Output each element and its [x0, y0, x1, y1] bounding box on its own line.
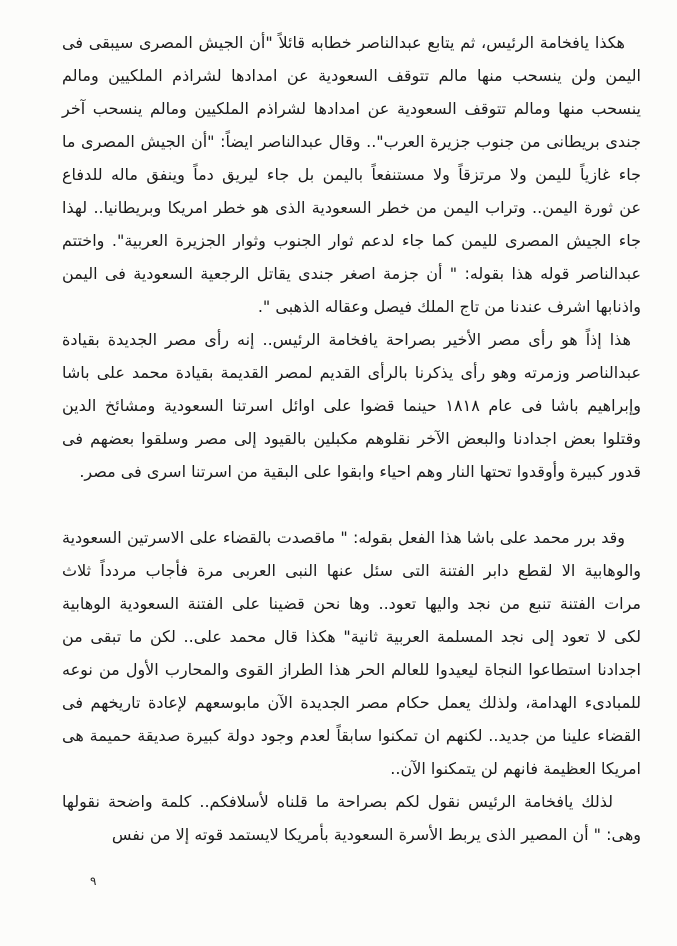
text-line: عبدالناصر قوله هذا بقوله: " أن جزمة اصغر جندى يقاتل الرجعية السعودية فى اليمن	[62, 264, 641, 283]
text-line: جندى بريطانى من جنوب جزيرة العرب".. وقال عبدالناصر ايضاً: "أن الجيش المصرى ما	[62, 132, 641, 151]
text-line: عبدالناصر وزمرته وهو رأى يذكرنا بالرأى القديم لمصر القديمة بقيادة محمد على باشا	[62, 363, 641, 382]
paragraph-commentary	[62, 323, 641, 488]
paragraph-muhammad-ali-quote	[62, 521, 641, 785]
text-line: القضاء علينا من جديد.. لكنهم ان تمكنوا سابقاً لعدم وجود دولة كبيرة صديقة حميمة هى	[62, 726, 641, 745]
paragraph-closing-word	[62, 785, 641, 851]
text-line: وقد برر محمد على باشا هذا الفعل بقوله: " ماقصدت بالقضاء على الاسرتين السعودية	[62, 528, 625, 547]
text-line: جاء الجيش المصرى لليمن كما جاء لدعم ثوار الجنوب وثوار الجزيرة العربية". واختتم	[62, 231, 641, 250]
text-line: هكذا يافخامة الرئيس، ثم يتابع عبدالناصر خطابه قائلاً "أن الجيش المصرى سيبقى فى	[62, 33, 625, 52]
text-line: لكى لا تعود إلى نجد المسلمة العربية ثانية" هكذا قال محمد على.. لكن ما تبقى من	[62, 627, 641, 646]
page-number: ٩	[90, 874, 97, 888]
text-line: لذلك يافخامة الرئيس نقول لكم بصراحة ما قلناه لأسلافكم.. كلمة واضحة نقولها	[62, 792, 613, 811]
text-line: وإبراهيم باشا فى عام ١٨١٨ حينما قضوا على اوائل اسرتنا السعودية ومشائخ الدين	[62, 396, 642, 415]
text-line: وهى: " أن المصير الذى يربط الأسرة السعودية بأمريكا لايستمد قوته إلا من نفس	[111, 825, 641, 844]
text-line: والوهابية الا لقطع دابر الفتنة التى سئل عنها النبى العربى مرة فأجاب مردداً ثلاث	[62, 561, 641, 580]
paragraph-speech-quote	[62, 26, 641, 323]
text-line: اجدادنا استطاعوا النجاة ليعيدوا للعالم الحر هذا الطراز القوى والمحارب الأول من نوعه	[62, 660, 641, 679]
text-line: مرات الفتنة تنبع من نجد واليها تعود.. وها نحن قضينا على الفتنة السعودية الوهابية	[62, 594, 641, 613]
text-line: عن ثورة اليمن.. وتراب اليمن من خطر السعودية الذى هو خطر امريكا وبريطانيا.. لهذا	[62, 198, 641, 217]
text-line: امريكا العظيمة فانهم لن يتمكنوا الآن..	[390, 759, 641, 778]
text-line: وقتلوا بعض اجدادنا والبعض الآخر نقلوهم مكبلين بالقيود إلى مصر وسلقوا بعضهم فى	[62, 429, 641, 448]
text-line: هذا إذاً هو رأى مصر الأخير بصراحة يافخامة الرئيس.. إنه رأى مصر الجديدة بقيادة	[62, 330, 631, 349]
text-line: واذنابها اشرف عندنا من تاج الملك فيصل وعقاله الذهبى ".	[257, 297, 641, 316]
text-line: للمبادىء الهدامة، ولذلك يعمل حكام مصر الجديدة الآن مابوسعهم لإعادة تاريخهم فى	[62, 693, 641, 712]
text-block	[62, 26, 641, 851]
text-line: اليمن ولن ينسحب منها مالم تتوقف السعودية عن امدادها لشراذم الملكيين ومالم	[62, 66, 641, 85]
text-line: قدور كبيرة وأوقدوا تحتها النار وهم احياء وابقوا على البقية من اسرتنا اسرى فى مصر.	[79, 462, 641, 481]
text-line: ينسحب منها ومالم تتوقف السعودية عن امدادها لشراذم الملكيين ومالم ينسحب آخر	[62, 99, 641, 118]
text-line: جاء غازياً لليمن ولا مرتزقاً ولا مستنفعاً باليمن بل جاء ليريق دماً وينفق ماله للدفاع	[62, 165, 641, 184]
